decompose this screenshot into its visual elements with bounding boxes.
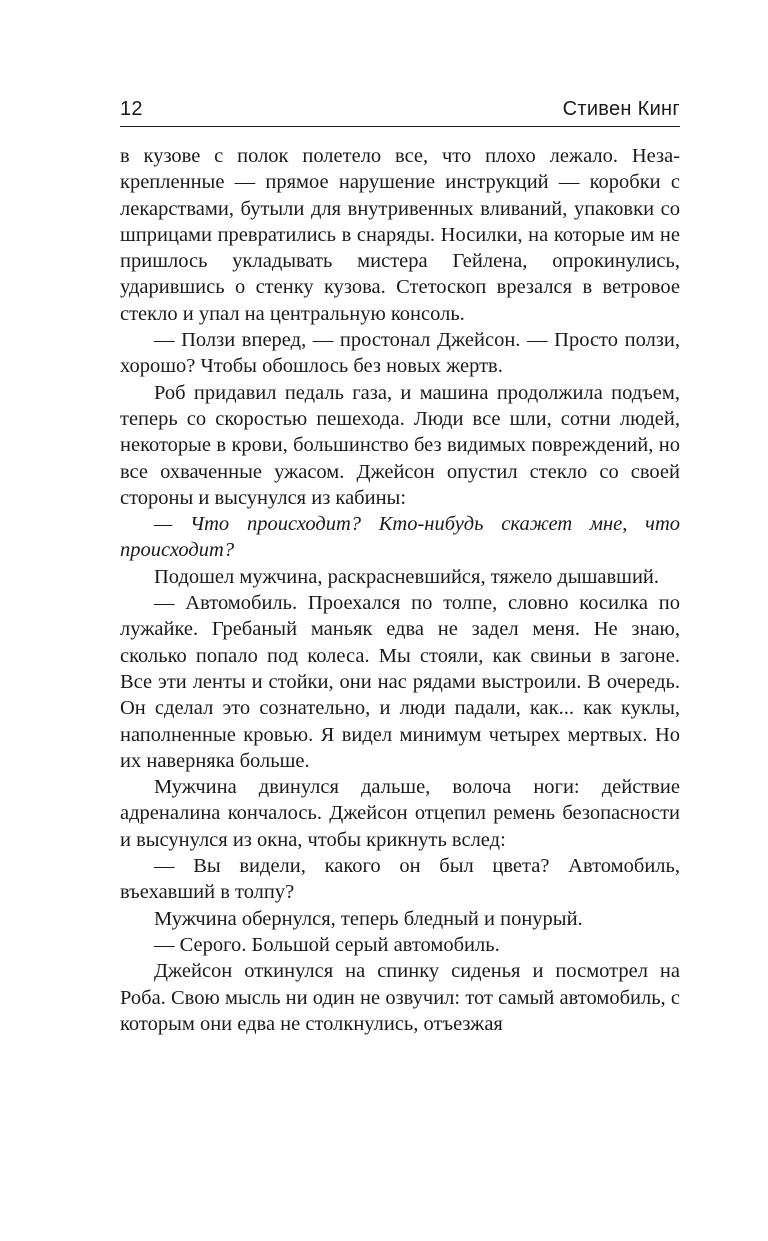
author-name: Стивен Кинг (562, 98, 680, 120)
book-page (120, 96, 680, 1037)
paragraph: Роб придавил педаль газа, и машина продолжила подъем, теперь со скоростью пешехода. Люди все шли, сотни людей, некоторые в крови, большинство без видимых повреждений, но все охваченные ужасом. Джейсон опустил стекло со своей стороны и высунулся из кабины: (120, 381, 680, 509)
paragraph: в кузове с полок полетело все, что плохо лежало. Незакрепленные — прямое нарушение инструкций — коробки с лекарствами, бутыли для внутривенных вливаний, упаковки со шприцами превратились в снаряды. Носилки, на которые им не пришлось укладывать мистера Гейлена, опрокинулись, ударившись о стенку кузова. Стетоскоп врезался в ветровое стекло и упал на центральную консоль. (120, 145, 680, 325)
running-header (120, 96, 680, 127)
paragraph: — Вы видели, какого он был цвета? Автомобиль, въехавший в толпу? (120, 855, 680, 904)
page-number: 12 (120, 98, 143, 120)
paragraph: — Ползи вперед, — простонал Джейсон. — Просто ползи, хорошо? Чтобы обошлось без новых жертв. (120, 329, 680, 378)
body-text (120, 143, 680, 1037)
paragraph: Мужчина обернулся, теперь бледный и понурый. (154, 907, 583, 930)
paragraph: — Что происходит? Кто-нибудь скажет мне, что происходит? (120, 513, 680, 562)
paragraph: — Серого. Большой серый автомобиль. (154, 933, 500, 956)
paragraph: — Автомобиль. Проехался по толпе, словно косилка по лужайке. Гребаный маньяк едва не задел меня. Не знаю, сколько попало под колеса. Мы стояли, как свиньи в загоне. Все эти ленты и стойки, они нас рядами выстроили. В очередь. Он сделал это сознательно, и люди падали, как... как куклы, наполненные кровью. Я видел минимум четырех мертвых. Но их наверняка больше. (120, 592, 680, 772)
paragraph: Джейсон откинулся на спинку сиденья и посмотрел на Роба. Свою мысль ни один не озвучил: тот самый автомобиль, с которым они едва не столкнулись, отъезжая (120, 960, 680, 1035)
paragraph: Мужчина двинулся дальше, волоча ноги: действие адреналина кончалось. Джейсон отцепил ремень безопасности и высунулся из окна, чтобы крикнуть вслед: (120, 776, 680, 851)
paragraph: Подошел мужчина, раскрасневшийся, тяжело дышавший. (154, 565, 660, 588)
